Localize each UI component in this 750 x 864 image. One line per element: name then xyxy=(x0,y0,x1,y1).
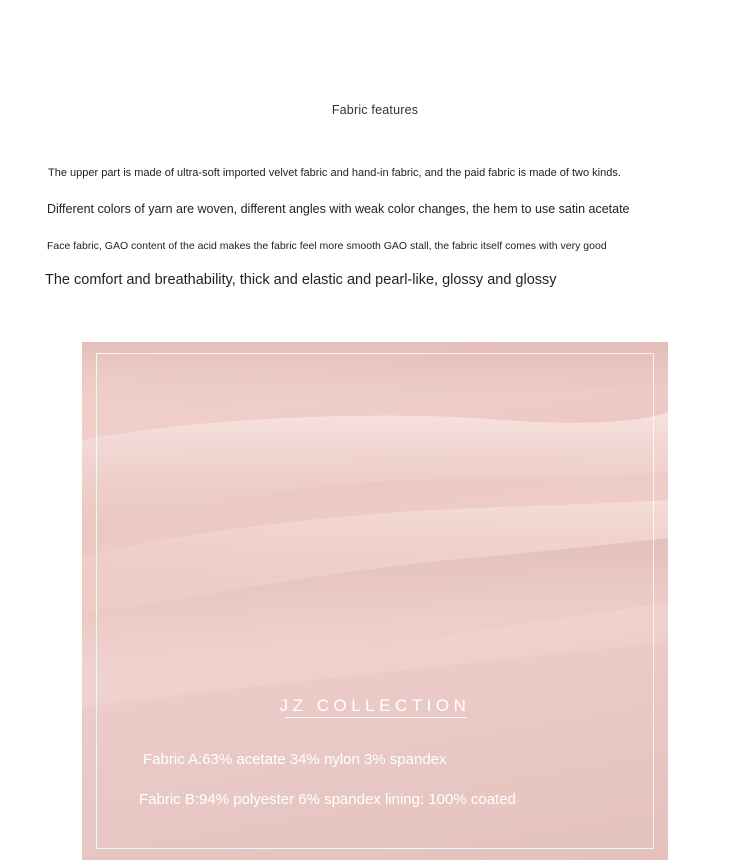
photo-frame xyxy=(96,353,654,849)
brand-title: JZ COLLECTION xyxy=(279,696,471,715)
description-line-1: The upper part is made of ultra-soft imported velvet fabric and hand-in fabric, and the paid fabric is made of two kinds. xyxy=(48,167,621,179)
description-line-3: Face fabric, GAO content of the acid makes the fabric feel more smooth GAO stall, the fabric itself comes with very good xyxy=(47,240,607,252)
fabric-photo xyxy=(82,342,668,860)
description-line-2: Different colors of yarn are woven, different angles with weak color changes, the hem to use satin acetate xyxy=(47,202,630,216)
fabric-a-spec: Fabric A:63% acetate 34% nylon 3% spandex xyxy=(143,751,447,768)
brand-underline xyxy=(285,717,467,718)
description-line-4: The comfort and breathability, thick and elastic and pearl-like, glossy and glossy xyxy=(45,272,557,288)
fabric-b-spec: Fabric B:94% polyester 6% spandex lining: 100% coated xyxy=(139,791,516,808)
page-title: Fabric features xyxy=(331,103,419,117)
